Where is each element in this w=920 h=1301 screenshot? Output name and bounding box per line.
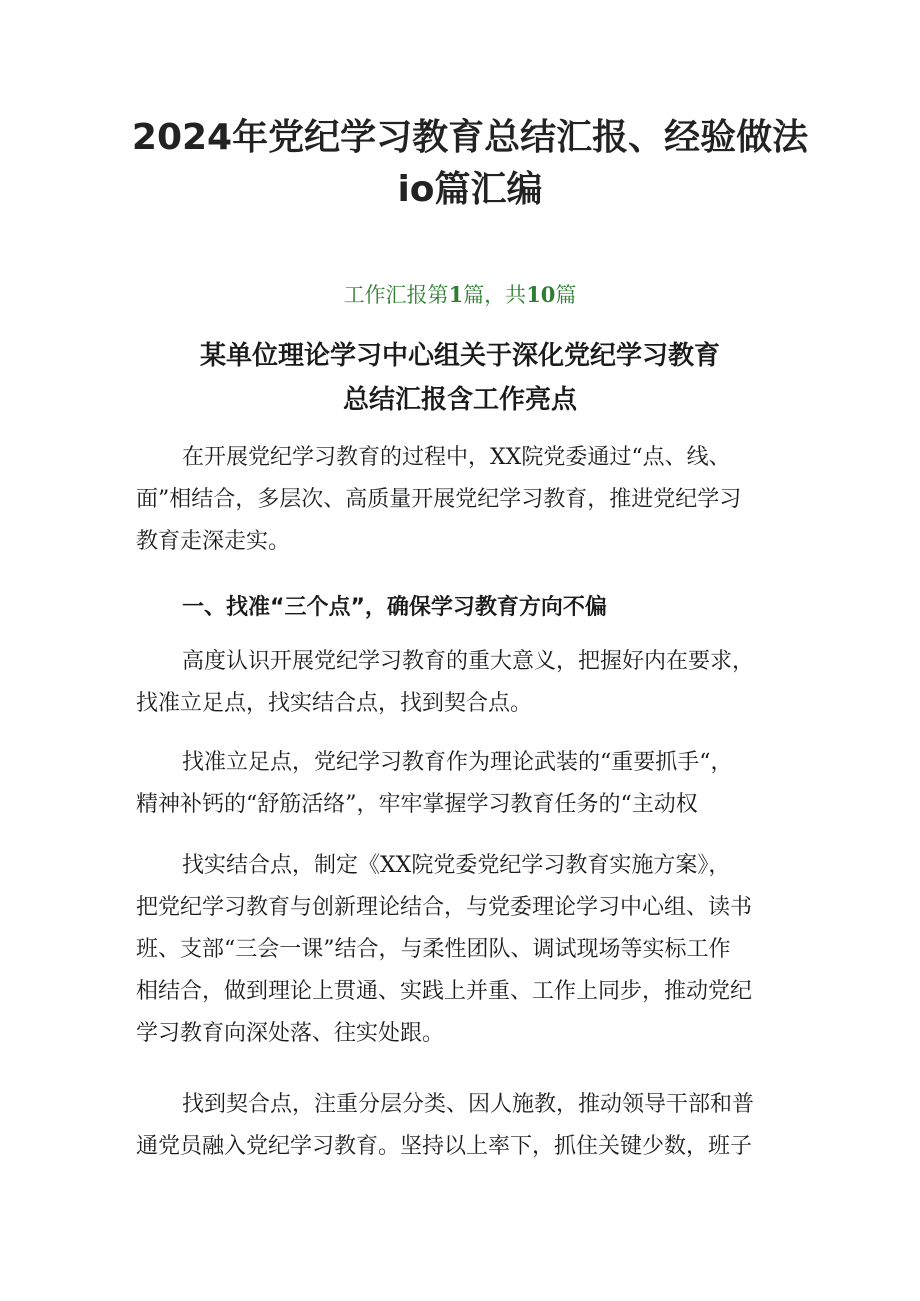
chapter-label-mid: 篇，共 — [463, 283, 527, 307]
paragraph-line: 找准立足点，党纪学习教育作为理论武装的“重要抓手“， — [182, 750, 733, 775]
document-title-line-2: io篇汇编 — [397, 169, 543, 210]
paragraph-line: 相结合，做到理论上贯通、实践上并重、工作上同步，推动党纪 — [136, 979, 753, 1004]
chapter-number: 1 — [448, 282, 464, 307]
paragraph-awareness — [136, 641, 796, 725]
chapter-label-prefix: 工作汇报第 — [343, 283, 449, 307]
paragraph-line: 找到契合点，注重分层分类、因人施教，推动领导干部和普 — [182, 1092, 755, 1117]
article-title-line-1: 某单位理论学习中心组关于深化党纪学习教育 — [199, 341, 720, 371]
paragraph-line: 高度认识开展党纪学习教育的重大意义，把握好内在要求， — [182, 649, 755, 674]
paragraph-line: 学习教育向深处落、往实处跟。 — [136, 1021, 445, 1046]
paragraph-line: 找实结合点，制定《XX院党委党纪学习教育实施方案》， — [182, 853, 731, 878]
paragraph-fit-point — [136, 1084, 796, 1168]
paragraph-integration — [136, 845, 796, 1055]
paragraph-intro — [136, 437, 796, 563]
document-title-line-1: 2024年党纪学习教育总结汇报、经验做法 — [131, 117, 809, 158]
chapter-label — [160, 278, 760, 312]
article-title-line-2: 总结汇报含工作亮点 — [342, 385, 577, 415]
paragraph-line: 把党纪学习教育与创新理论结合，与党委理论学习中心组、读书 — [136, 895, 753, 920]
paragraph-line: 在开展党纪学习教育的过程中，XX院党委通过“点、线、 — [182, 445, 731, 470]
chapter-total: 10 — [526, 282, 556, 307]
paragraph-line: 找准立足点，找实结合点，找到契合点。 — [136, 691, 533, 716]
paragraph-line: 通党员融入党纪学习教育。坚持以上率下，抓住关键少数，班子 — [136, 1134, 753, 1159]
chapter-label-suffix: 篇 — [555, 283, 577, 307]
paragraph-line: 教育走深走实。 — [136, 529, 291, 554]
paragraph-line: 面”相结合，多层次、高质量开展党纪学习教育，推进党纪学习 — [136, 487, 742, 512]
paragraph-foothold — [136, 742, 796, 826]
paragraph-line: 精神补钙的“舒筋活络”，牢牢掌握学习教育任务的“主动权 — [136, 792, 698, 817]
section-heading-1: 一、找准“三个点”，确保学习教育方向不偏 — [182, 595, 607, 620]
paragraph-line: 班、支部“三会一课”结合，与柔性团队、调试现场等实标工作 — [136, 937, 731, 962]
